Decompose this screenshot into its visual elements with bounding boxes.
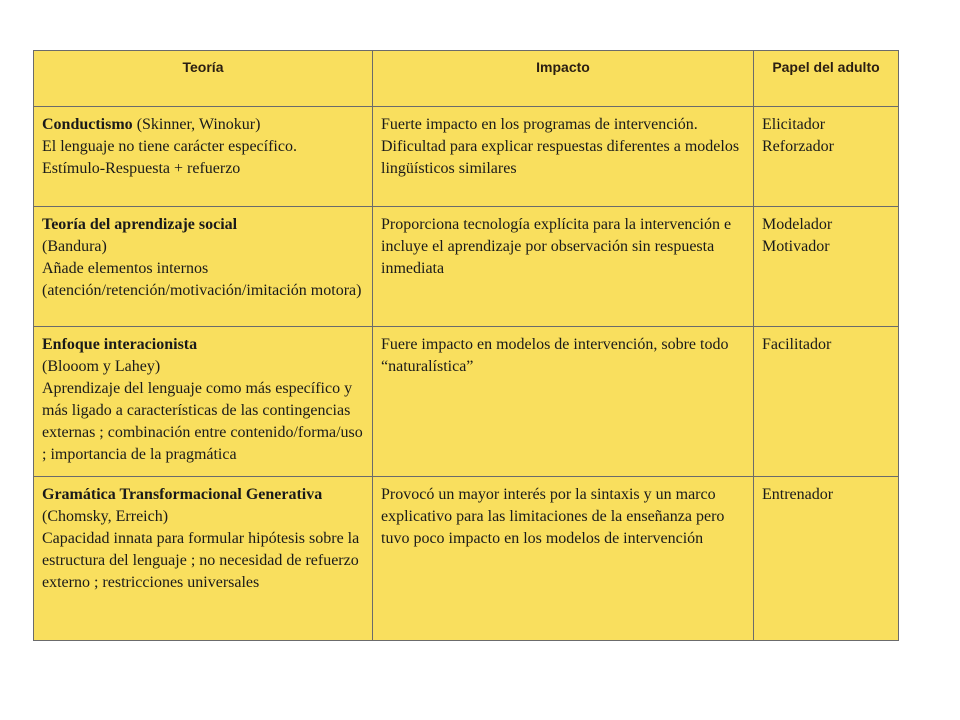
impact-text: Fuerte impacto en los programas de intervención. [381, 116, 698, 133]
cell-theory [34, 327, 373, 477]
table-row-gramatica-generativa [34, 477, 899, 641]
theory-text: Aprendizaje del lenguaje como más específico y más ligado a características de las contingencias externas ; combinación entre contenido/forma/uso ; importancia de la pragmática [42, 380, 363, 463]
cell-role [754, 107, 899, 207]
table-row-interacionista [34, 327, 899, 477]
theory-heading [42, 114, 364, 136]
role-text: Elicitador [762, 116, 826, 133]
cell-role [754, 207, 899, 327]
theory-title: Enfoque interacionista [42, 336, 198, 353]
cell-impact [373, 207, 754, 327]
header-impacto: Impacto [373, 51, 754, 107]
cell-theory [34, 107, 373, 207]
header-teoria: Teoría [34, 51, 373, 107]
theory-text: Estímulo-Respuesta + refuerzo [42, 160, 241, 177]
cell-impact [373, 477, 754, 641]
table-row-aprendizaje-social [34, 207, 899, 327]
table-header-row [34, 51, 899, 107]
role-text: Entrenador [762, 486, 834, 503]
cell-theory [34, 207, 373, 327]
theory-title: Teoría del aprendizaje social [42, 216, 238, 233]
role-text: Facilitador [762, 336, 832, 353]
theory-authors: (Chomsky, Erreich) [42, 508, 169, 525]
impact-text: Dificultad para explicar respuestas diferentes a modelos lingüísticos similares [381, 138, 740, 177]
role-text: Modelador [762, 216, 833, 233]
theory-text: El lenguaje no tiene carácter específico. [42, 138, 297, 155]
theory-text: Añade elementos internos (atención/retención/motivación/imitación motora) [42, 260, 362, 299]
theory-text: Capacidad innata para formular hipótesis sobre la estructura del lenguaje ; no necesidad de refuerzo externo ; restricciones universales [42, 530, 360, 591]
header-papel-del-adulto: Papel del adulto [754, 51, 899, 107]
theory-authors: (Blooom y Lahey) [42, 358, 161, 375]
cell-theory [34, 477, 373, 641]
cell-role [754, 327, 899, 477]
theories-table-container [33, 50, 898, 641]
cell-role [754, 477, 899, 641]
table-row-conductismo [34, 107, 899, 207]
role-text: Motivador [762, 238, 830, 255]
cell-impact [373, 327, 754, 477]
theory-authors: (Skinner, Winokur) [132, 116, 261, 133]
impact-text: Proporciona tecnología explícita para la intervención e incluye el aprendizaje por observación sin respuesta inmediata [381, 216, 732, 277]
theory-title: Conductismo [42, 116, 133, 133]
theories-table [33, 50, 899, 641]
role-text: Reforzador [762, 138, 834, 155]
theory-title: Gramática Transformacional Generativa [42, 486, 323, 503]
cell-impact [373, 107, 754, 207]
theory-authors: (Bandura) [42, 238, 107, 255]
impact-text: Provocó un mayor interés por la sintaxis y un marco explicativo para las limitaciones de la enseñanza pero tuvo poco impacto en los modelos de intervención [381, 486, 725, 547]
impact-text: Fuere impacto en modelos de intervención, sobre todo “naturalística” [381, 336, 729, 375]
